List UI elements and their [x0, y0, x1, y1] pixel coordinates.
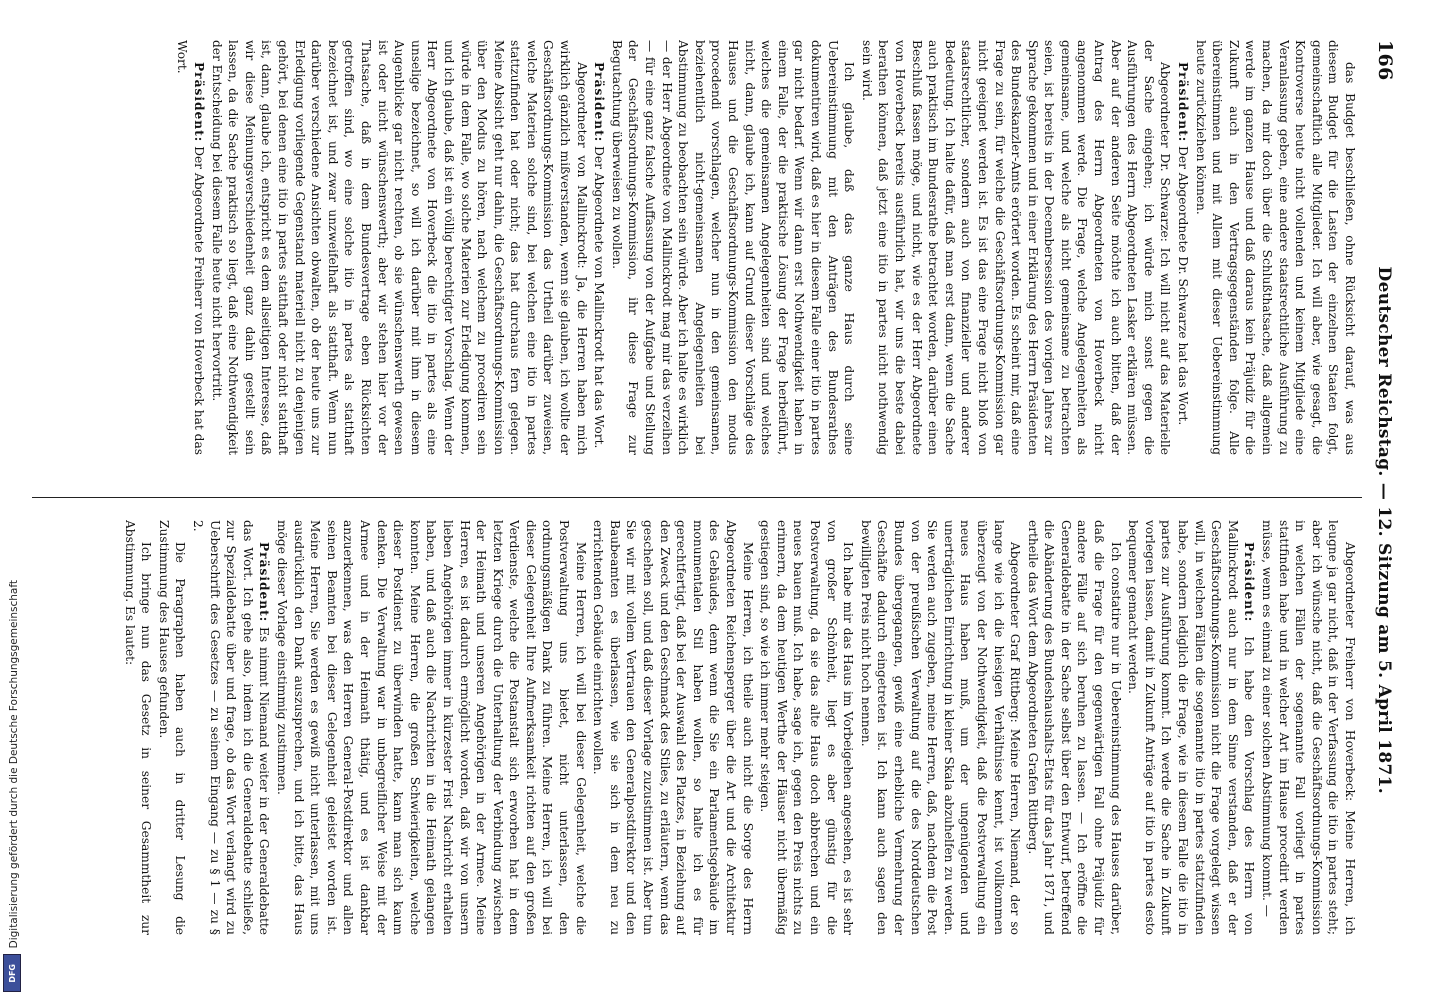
right-column — [38, 520, 1358, 935]
paragraph — [155, 520, 188, 935]
paragraph — [757, 520, 857, 935]
column-divider — [32, 497, 1362, 498]
paragraph — [208, 40, 590, 455]
paragraph-text: das Budget beschließen, ohne Rücksicht darauf, was aus diesem Budget für die Lasten der einzelnen Staaten folgt, gemeinschaftlich alle Mitglieder. Ich will aber, wie gesagt, die Kontroverse heute nicht vollenden und keinem Mitgliede eine Veranlassung geben, eine andere staatsrechtliche Ausführung zu machen, da mir doch über die Schlußthatsache, daß allgemein werde im ganzen Hause und daß daraus kein Präjudiz für die Zukunft auch in den Vertragsgegenständen folge. Alle übereinstimmen und mit Allem mit dieser Uebereinstimmung heute zurückziehen können. — [1193, 40, 1357, 455]
paragraph-text: Meine Herren, ich theile auch nicht die Sorge des Herrn Abgeordneten Reichensperger über die Art und die Architektur des Gebäudes, denn wenn die Sie ein Parlamentsgebäude im monumentalen Stil haben wollen, so halte ich es für gerechtfertigt, daß bei der Auswahl des Platzes, in Beziehung auf den Zweck und den Geschmack des Stiles, zu erläutern, wenn das geschehen soll, und daß dieser Vorlage zuzustimmen ist. Aber tun Sie wir mit vollem Vertrauen den Generalpostdirektor und den Baubeamten es überlassen, wie sie sich in dem neu zu errichtenden Gebäude einrichten wollen. — [591, 520, 755, 935]
paragraph — [1174, 40, 1191, 455]
paragraph — [590, 520, 756, 935]
page-title: Deutscher Reichstag. — 12. Sitzung am 5. April 1871. — [1374, 266, 1394, 795]
paragraph — [273, 520, 588, 935]
speaker-label: Präsident: — [192, 62, 207, 143]
paragraph-text: Der Abgeordnete Dr. Schwarze hat das Wort. — [1176, 146, 1191, 426]
paragraph — [1192, 40, 1358, 455]
digitization-credit: Digitalisierung gefördert durch die Deutsche Forschungsgemeinschaft — [8, 579, 20, 948]
paragraph — [608, 40, 857, 455]
paragraph-text: Ich habe den Vorschlag des Herrn von Mallinckrodt auch nur in dem Sinne verstanden, daß er der Geschäftsordnungs-Kommission nicht die Frage vorgelegt wissen will, in welchen Fällen die sogenannte itio in partes stattzufinden habe, sondern lediglich die Frage, wie in diesem Falle die itio in partes zur Ausführung kommt. Ich werde die Sache in Zukunft vorlegen lassen, damit in Zukunft Anträge auf itio in partes desto bequemer gemacht werden. — [1126, 520, 1257, 935]
paragraph — [1258, 520, 1358, 935]
digitization-credit-strip — [0, 0, 28, 1000]
paragraph-text: Der Abgeordnete von Mallinckrodt hat das Wort. — [592, 146, 607, 449]
paragraph-text: Abgeordneter Freiherr von Hoverbeck: Meine Herren, ich leugne ja gar nicht, daß in der Verfassung die itio in partes steht; aber ich wünsche nicht, daß die Geschäftsordnungs-Kommission in welchen Fällen der sogenannte Fall vorliegt in partes stattfinden habe und in welcher Art im Hause procedirt werden müsse, wenn es einmal zu einer solchen Abstimmung kommt. — — [1260, 520, 1357, 935]
dfg-logo: DFG — [3, 954, 21, 992]
paragraph-text: Der Abgeordnete Freiherr von Hoverbeck hat das Wort. — [175, 40, 207, 455]
speaker-label: Präsident: — [257, 542, 272, 623]
paragraph-text: Ich constatire nur in Uebereinstimmung des Hauses darüber, daß die Frage für den gegenwärtigen Fall ohne Präjudiz für andere Fälle auf sich beruhen zu lassen. — Ich eröffne die Generaldebatte in der Sache selbst über den Entwurf, betreffend die Abänderung des Bundeshaushalts-Etats für das Jahr 1871, und ertheile das Wort dem Abgeordneten Grafen Rittberg. — [1025, 520, 1123, 935]
paragraph — [591, 40, 608, 455]
paragraph-text: Ich bringe nun das Gesetz in seiner Gesammtheit zur Abstimmung. Es lautet: — [122, 520, 154, 935]
speaker-label: Präsident: — [1176, 62, 1191, 143]
paragraph-text: Abgeordneter Graf Rittberg: Meine Herren, Niemand, der so lange wie ich die hiesigen Verhältnisse kennt, ist vollkommen überzeugt von der Nothwendigkeit, daß die Postverwaltung ein neues Haus haben muß, um der ungenügenden und unerträglichen Einrichtung in kleiner Skala abzuhelfen zu werden. Sie werden auch zugeben, meine Herren, daß, nachdem die Post von der preußischen Verwaltung auf die des Norddeutschen Bundes übergegangen, gewiß eine erhebliche Vermehrung der Geschäfte dadurch eingetreten ist. Ich kann auch sagen den bewilligten Preis nicht hoch nennen. — [858, 520, 1023, 935]
speaker-label: Präsident: — [592, 62, 607, 143]
paragraph-text: Die Paragraphen haben auch in dritter Lesung die Zustimmung des Hauses gefunden. — [156, 520, 188, 935]
paragraph — [189, 520, 272, 935]
paragraph — [174, 40, 207, 455]
paragraph — [857, 520, 1023, 935]
paragraph — [1024, 520, 1124, 935]
paragraph-text: Ich habe mir das Haus im Vorbeigehen angesehen, es ist sehr von großer Schönheit, liegt es aber günstig für die Postverwaltung, da sie das alte Haus doch abbrechen und ein neues bauen muß. Ich habe, sage ich, gegen den Preis nichts zu erinnern, da dem heutigen Werthe der Häuser nicht übermäßig gestiegen sind, so wie ich immer mehr steigen. — [758, 520, 856, 935]
paragraph-text: Es nimmt Niemand weiter in der Generaldebatte das Wort. Ich gehe also, indem ich die Generaldebatte schließe, zur Spezialdebatte über und frage, ob das Wort verlangt wird zu Ueberschrift des Gesetzes — zu seinem Eingang — zu § 1 — zu § 2. — [191, 520, 272, 935]
page-header — [1370, 40, 1396, 980]
paragraph-text: Ich glaube, daß das ganze Haus durch seine Uebereinstimmung mit den Anträgen des Bundesrathes dokumentiren wird, daß es hier in diesem Falle einer itio in partes gar nicht bedarf. Wenn wir dann erst Nothwendigkeit haben in einem Falle, der die praktische Lösung der Frage herbeiführt, welches die gemeinsamen Angelegenheiten sind und welches nicht, dann, glaube ich, kann auf Grund dieser Vorschläge des Hauses und die Geschäftsordnungs-Kommission den modus procedendi vorschlagen, welcher nun in den gemeinsamen, beziehentlich nicht-gemeinsamen Angelegenheiten bei Abstimmung zu beobachten sein würde. Aber ich halte es wirklich — der Herr Abgeordnete von Mallinckrodt mag mir das verzeihen — für eine ganz falsche Auffassung von der Aufgabe und Stellung der Geschäftsordnungs-Kommission, ihr diese Frage zur Begutachtung überweisen zu wollen. — [609, 40, 857, 455]
speaker-label: Präsident: — [1242, 542, 1257, 623]
paragraph-text: Meine Herren, ich will bei dieser Gelegenheit, welche die Postverwaltung uns bietet, nicht unterlassen, den ordnungsmäßigen Dank zu führen. Meine Herren, ich will bei dieser Gelegenheit Ihre Aufmerksamkeit richten auf den großen Verdienste, welche die Postanstalt sich erworben hat in dem letzten Kriege durch die Unterhaltung der Verbindung zwischen der Heimath und unseren Angehörigen in der Armee. Meine Herren, es ist dadurch ermöglicht worden, daß wir von unsern lieben Angehörigen immer in kürzester Frist Nachricht erhalten haben, und daß auch die Nachrichten in die Heimath gelangen konnten. Meine Herren, die großen Schwierigkeiten, welche dieser Postdienst zu überwinden hatte, kann man sich kaum denken. Die Verwaltung war in unbegreiflicher Weise mit der Armee und in der Heimath thätig, und es ist dankbar anzuerkennen, was den Herren General-Postdirektor und allen seinen Beamten bei dieser Gelegenheit geleistet worden ist. Meine Herren, Sie werden es gewiß nicht unterlassen, mit uns ausdrücklich den Dank auszusprechen, und ich bitte, das Haus möge dieser Vorlage einstimmig zustimmen. — [275, 520, 588, 935]
paragraph — [121, 520, 154, 935]
left-column — [38, 40, 1358, 455]
paragraph-text: Abgeordneter von Mallinckrodt: Ja, die Herren haben mich wirklich gänzlich mißverstanden, wenn sie glauben, ich wollte der Geschäftsordnungs-Kommission das Urtheil darüber zuweisen, welche Materien solche sind, bei welchen eine itio in partes stattzufinden hat oder nicht; das hat durchaus fern gelegen. Meine Absicht geht nur dahin, die Geschäftsordnungs-Kommission über den Modus zu hören, nach welchem zu procediren sein würde in dem Falle, wo solche Materien zur Erledigung kommen, und ich glaube, daß ist ein völlig berechtigter Vorschlag. Wenn der Herr Abgeordnete von Hoverbeck die itio in partes als eine unselige bezeichnet, so will ich darüber mit ihm in diesem Augenblicke gar nicht rechten, ob sie wünschenswerth gewesen ist oder nicht wünschenswerth; aber wir stehen hier vor der Thatsache, daß in dem Bundesvertrage eben Rücksichten getroffen sind, wo eine solche itio in partes als statthaft bezeichnet ist, und zwar unzweifelhaft als statthaft. Wenn nun darüber verschiedene Ansichten obwalten, ob der heute uns zur Erledigung vorliegende Gegenstand materiell nicht zu denjenigen gehört, bei denen eine itio in partes statthaft oder nicht statthaft ist, dann, glaube ich, entspricht es dem allseitigen Interesse, daß wir diese Meinungsverschiedenheit ganz dahin gestellt sein lassen, da die Sache praktisch so liegt, daß eine Nothwendigkeit der Entscheidung bei diesem Falle heute nicht hervortritt. — [209, 40, 589, 455]
paragraph — [858, 40, 1173, 455]
paragraph-text: Abgeordneter Dr. Schwarze: Ich will nicht auf das Materielle der Sache eingehen; ich würde mich sonst gegen die Ausführungen des Herrn Abgeordneten Lasker erklären müssen. Aber auf der anderen Seite möchte ich auch bitten, daß der Antrag des Herrn Abgeordneten von Hoverbeck nicht angenommen werde. Die Frage, welche Angelegenheiten als gemeinsame, und welche als nicht gemeinsame zu betrachten seien, ist bereits in der Decembersession des vorigen Jahres zur Sprache gekommen und in einer Erklärung des Herrn Präsidenten des Bundeskanzler-Amts erörtert worden. Es scheint mir, daß eine Frage zu sein, für welche die Geschäftsordnungs-Kommission gar nicht geeignet werden ist. Es ist das eine Frage nicht bloß von staatsrechtlicher, sondern auch von finanzieller und anderer Bedeutung. Ich halte dafür, daß man erst dann, wenn die Sache auch praktisch im Bundesrathe betrachtet worden, darüber einen Beschluß fassen möge, und nicht, wie es der Herr Abgeordnete von Hoverbeck bereits ausführlich hat, wir uns die beste dabei berathen können, daß jetzt eine itio in partes nicht nothwendig sein wird. — [859, 40, 1173, 455]
paragraph — [1125, 520, 1258, 935]
page-number: 166 — [1374, 40, 1396, 81]
